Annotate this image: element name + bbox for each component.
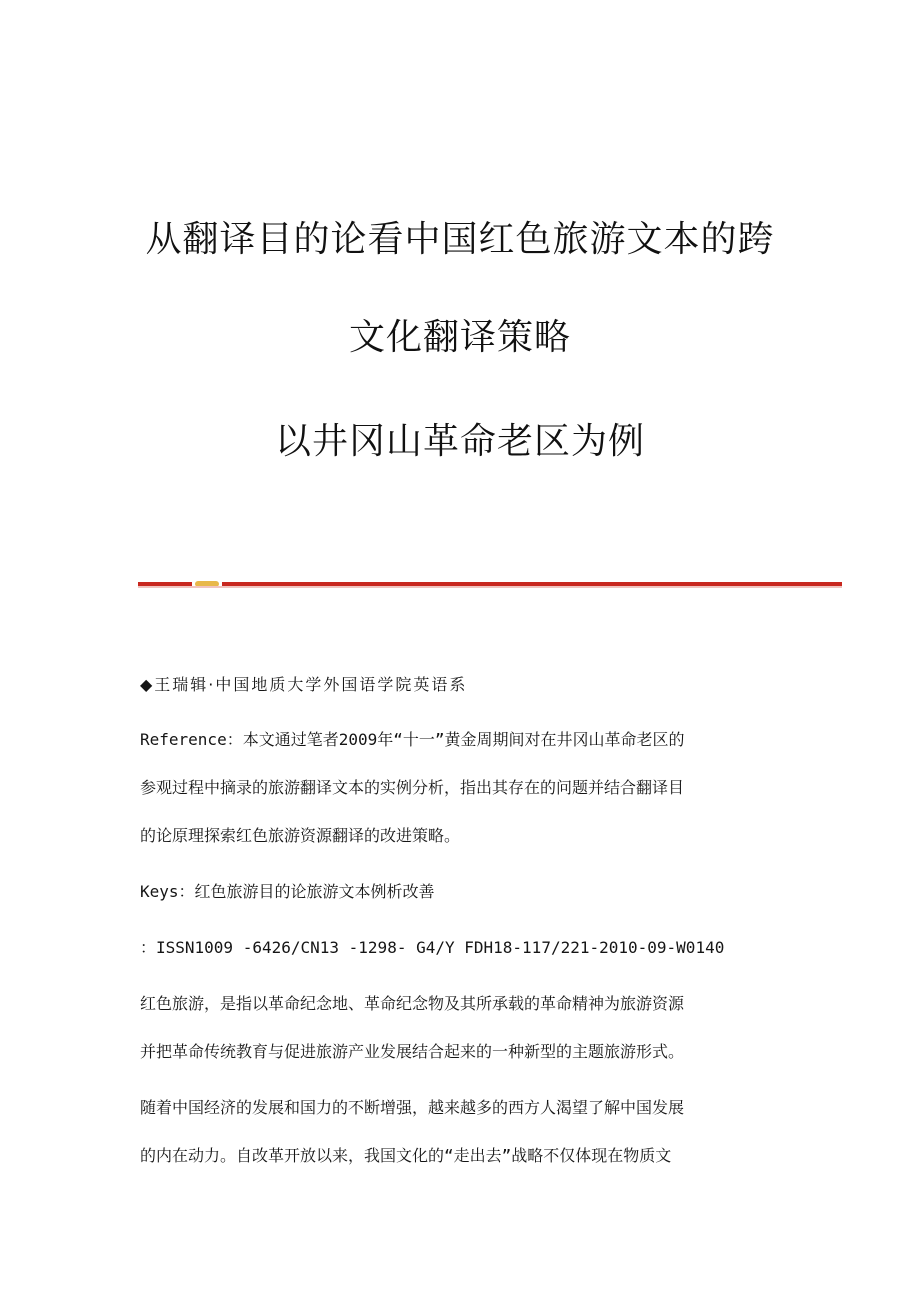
abstract-line-1: Reference：本文通过笔者2009年“十一”黄金周期间对在井冈山革命老区的 [140, 730, 685, 749]
body-paragraph-1-line-2: 并把革命传统教育与促进旅游产业发展结合起来的一种新型的主题旅游形式。 [140, 1042, 685, 1061]
issn-line: ：ISSN1009 -6426/CN13 -1298- G4/Y FDH18-117/221-2010-09-W0140 [140, 938, 725, 957]
keywords: Keys：红色旅游目的论旅游文本例析改善 [140, 882, 435, 901]
subtitle: 以井冈山革命老区为例 [274, 421, 645, 462]
body-paragraph-2-line-2: 的内在动力。自改革开放以来，我国文化的“走出去”战略不仅体现在物质文 [140, 1146, 672, 1165]
abstract-line-3: 的论原理探索红色旅游资源翻译的改进策略。 [140, 826, 461, 845]
title-line-1: 从翻译目的论看中国红色旅游文本的跨 [145, 219, 775, 260]
author-affiliation: ◆王瑞辑·中国地质大学外国语学院英语系 [140, 675, 468, 694]
title-line-2: 文化翻译策略 [348, 317, 571, 358]
body-paragraph-1-line-1: 红色旅游，是指以革命纪念地、革命纪念物及其所承载的革命精神为旅游资源 [140, 994, 685, 1013]
body-paragraph-2-line-1: 随着中国经济的发展和国力的不断增强，越来越多的西方人渴望了解中国发展 [140, 1098, 685, 1117]
title-divider [138, 580, 842, 588]
divider-shadow [138, 586, 842, 588]
abstract-line-2: 参观过程中摘录的旅游翻译文本的实例分析，指出其存在的问题并结合翻译目 [140, 778, 685, 797]
